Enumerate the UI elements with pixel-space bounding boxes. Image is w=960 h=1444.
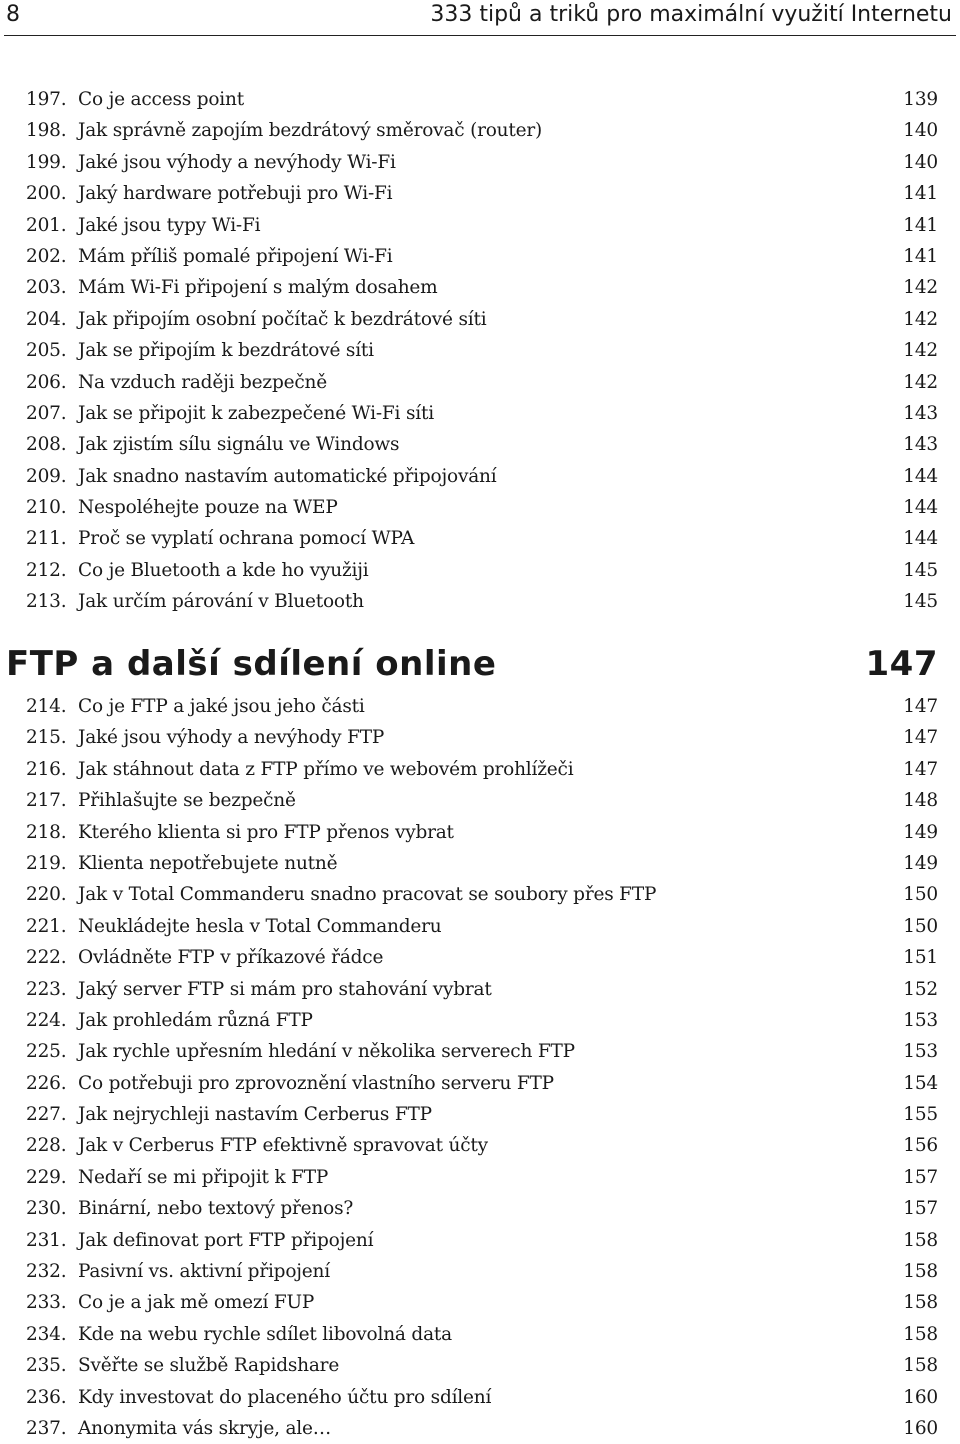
- entry-page: 150: [903, 915, 938, 937]
- entry-page: 141: [903, 183, 938, 205]
- entry-title: Jaký hardware potřebuji pro Wi-Fi: [78, 183, 393, 205]
- entry-number: 234.: [26, 1323, 67, 1345]
- toc-entry: [0, 942, 960, 973]
- entry-number: 223.: [26, 978, 67, 1000]
- entry-page: 153: [903, 1009, 938, 1031]
- entry-number: 221.: [26, 915, 67, 937]
- toc-list-wifi: [0, 84, 960, 618]
- entry-number: 213.: [26, 591, 67, 613]
- toc-entry: [0, 461, 960, 492]
- toc-entry: [0, 722, 960, 753]
- toc-entry: [0, 1130, 960, 1161]
- entry-number: 227.: [26, 1104, 67, 1126]
- entry-title: Jak rychle upřesním hledání v několika serverech FTP: [78, 1041, 575, 1063]
- entry-number: 214.: [26, 696, 67, 717]
- toc-entry: [0, 1256, 960, 1287]
- entry-page: 141: [903, 214, 938, 236]
- entry-number: 218.: [26, 821, 67, 843]
- toc-entry: [0, 555, 960, 586]
- entry-title: Mám příliš pomalé připojení Wi-Fi: [78, 245, 393, 267]
- entry-page: 144: [903, 497, 938, 519]
- entry-page: 157: [903, 1166, 938, 1188]
- entry-number: 200.: [26, 183, 67, 205]
- entry-number: 229.: [26, 1166, 67, 1188]
- entry-page: 140: [903, 120, 938, 142]
- toc-entry: [0, 1350, 960, 1381]
- toc-entry: [0, 84, 960, 115]
- entry-number: 216.: [26, 758, 67, 780]
- entry-page: 154: [903, 1072, 938, 1094]
- entry-page: 158: [903, 1323, 938, 1345]
- entry-number: 206.: [26, 371, 67, 393]
- entry-title: Jak určím párování v Bluetooth: [78, 591, 364, 613]
- entry-number: 198.: [26, 120, 67, 142]
- entry-title: Jak zjistím sílu signálu ve Windows: [78, 434, 400, 456]
- entry-page: 142: [903, 371, 938, 393]
- entry-page: 139: [903, 89, 938, 110]
- entry-title: Jaké jsou výhody a nevýhody Wi-Fi: [78, 151, 396, 173]
- toc-entry: [0, 785, 960, 816]
- entry-page: 156: [903, 1135, 938, 1157]
- entry-title: Neukládejte hesla v Total Commanderu: [78, 915, 442, 937]
- entry-number: 203.: [26, 277, 67, 299]
- entry-page: 143: [903, 402, 938, 424]
- entry-number: 201.: [26, 214, 67, 236]
- entry-page: 158: [903, 1355, 938, 1377]
- entry-number: 210.: [26, 497, 67, 519]
- toc-entry: [0, 1382, 960, 1413]
- toc-entry: [0, 1036, 960, 1067]
- header-rule: [4, 35, 956, 36]
- toc-entry: [0, 1068, 960, 1099]
- entry-page: 142: [903, 277, 938, 299]
- entry-number: 230.: [26, 1198, 67, 1220]
- entry-title: Jak připojím osobní počítač k bezdrátové síti: [78, 308, 487, 330]
- toc-entry: [0, 1413, 960, 1444]
- entry-page: 143: [903, 434, 938, 456]
- entry-title: Anonymita vás skryje, ale…: [78, 1417, 332, 1439]
- entry-title: Pasivní vs. aktivní připojení: [78, 1261, 330, 1283]
- entry-title: Jak v Cerberus FTP efektivně spravovat účty: [78, 1135, 488, 1157]
- toc-entry: [0, 210, 960, 241]
- entry-number: 202.: [26, 245, 67, 267]
- entry-page: 157: [903, 1198, 938, 1220]
- entry-title: Mám Wi-Fi připojení s malým dosahem: [78, 277, 438, 299]
- section-heading: [0, 640, 960, 688]
- entry-number: 219.: [26, 852, 67, 874]
- entry-number: 215.: [26, 727, 67, 749]
- toc-entry: [0, 1287, 960, 1318]
- entry-title: Jak definovat port FTP připojení: [78, 1229, 374, 1251]
- entry-page: 152: [903, 978, 938, 1000]
- entry-title: Kde na webu rychle sdílet libovolná data: [78, 1323, 452, 1345]
- entry-title: Co je access point: [78, 89, 244, 110]
- entry-page: 155: [903, 1104, 938, 1126]
- entry-title: Proč se vyplatí ochrana pomocí WPA: [78, 528, 415, 550]
- toc-entry: [0, 754, 960, 785]
- toc-entry: [0, 178, 960, 209]
- entry-title: Kdy investovat do placeného účtu pro sdílení: [78, 1386, 492, 1408]
- toc-entry: [0, 817, 960, 848]
- entry-number: 236.: [26, 1386, 67, 1408]
- entry-number: 199.: [26, 151, 67, 173]
- entry-number: 232.: [26, 1261, 67, 1283]
- entry-page: 147: [903, 758, 938, 780]
- toc-entry: [0, 1225, 960, 1256]
- entry-page: 158: [903, 1229, 938, 1251]
- entry-title: Ovládněte FTP v příkazové řádce: [78, 947, 384, 969]
- entry-title: Jaké jsou výhody a nevýhody FTP: [78, 727, 385, 749]
- entry-title: Kterého klienta si pro FTP přenos vybrat: [78, 821, 454, 843]
- entry-page: 151: [903, 947, 938, 969]
- section-page: 147: [865, 644, 938, 684]
- entry-page: 147: [903, 696, 938, 717]
- entry-title: Přihlašujte se bezpečně: [78, 790, 296, 812]
- entry-number: 207.: [26, 402, 67, 424]
- toc-entry: [0, 1005, 960, 1036]
- book-title: 333 tipů a triků pro maximální využití Internetu: [430, 2, 952, 27]
- entry-page: 147: [903, 727, 938, 749]
- toc-entry: [0, 492, 960, 523]
- entry-title: Jak se připojit k zabezpečené Wi-Fi síti: [78, 402, 434, 424]
- entry-page: 148: [903, 790, 938, 812]
- toc-entry: [0, 879, 960, 910]
- entry-number: 233.: [26, 1292, 67, 1314]
- entry-page: 160: [903, 1386, 938, 1408]
- entry-title: Svěřte se službě Rapidshare: [78, 1355, 340, 1377]
- toc-entry: [0, 429, 960, 460]
- entry-number: 204.: [26, 308, 67, 330]
- entry-page: 145: [903, 591, 938, 613]
- page-header: [0, 0, 960, 40]
- entry-page: 149: [903, 852, 938, 874]
- section-title: FTP a další sdílení online: [6, 644, 497, 684]
- entry-number: 237.: [26, 1417, 67, 1439]
- entry-page: 142: [903, 340, 938, 362]
- entry-title: Jak snadno nastavím automatické připojování: [78, 465, 497, 487]
- entry-number: 235.: [26, 1355, 67, 1377]
- toc-entry: [0, 974, 960, 1005]
- entry-page: 141: [903, 245, 938, 267]
- entry-title: Co je Bluetooth a kde ho využiji: [78, 559, 369, 581]
- entry-number: 197.: [26, 89, 67, 110]
- entry-title: Nespoléhejte pouze na WEP: [78, 497, 338, 519]
- toc-entry: [0, 691, 960, 722]
- toc-entry: [0, 272, 960, 303]
- entry-page: 142: [903, 308, 938, 330]
- toc-entry: [0, 1193, 960, 1224]
- entry-page: 158: [903, 1292, 938, 1314]
- entry-number: 222.: [26, 947, 67, 969]
- entry-title: Co je FTP a jaké jsou jeho části: [78, 696, 365, 717]
- toc-entry: [0, 241, 960, 272]
- entry-number: 228.: [26, 1135, 67, 1157]
- toc-entry: [0, 1162, 960, 1193]
- entry-title: Jak správně zapojím bezdrátový směrovač (router): [78, 120, 543, 142]
- entry-number: 212.: [26, 559, 67, 581]
- entry-page: 144: [903, 528, 938, 550]
- entry-number: 211.: [26, 528, 67, 550]
- entry-title: Jaký server FTP si mám pro stahování vybrat: [78, 978, 492, 1000]
- entry-page: 150: [903, 884, 938, 906]
- entry-page: 149: [903, 821, 938, 843]
- toc-entry: [0, 367, 960, 398]
- entry-title: Jak stáhnout data z FTP přímo ve webovém prohlížeči: [78, 758, 574, 780]
- entry-title: Na vzduch raději bezpečně: [78, 371, 327, 393]
- entry-title: Nedaří se mi připojit k FTP: [78, 1166, 329, 1188]
- toc-entry: [0, 1099, 960, 1130]
- entry-number: 205.: [26, 340, 67, 362]
- entry-page: 140: [903, 151, 938, 173]
- toc-entry: [0, 848, 960, 879]
- entry-page: 158: [903, 1261, 938, 1283]
- entry-number: 231.: [26, 1229, 67, 1251]
- toc-entry: [0, 115, 960, 146]
- toc-entry: [0, 911, 960, 942]
- toc-entry: [0, 1319, 960, 1350]
- toc-entry: [0, 147, 960, 178]
- toc-entry: [0, 586, 960, 617]
- entry-page: 160: [903, 1417, 938, 1439]
- entry-title: Jaké jsou typy Wi-Fi: [78, 214, 261, 236]
- entry-number: 209.: [26, 465, 67, 487]
- entry-number: 224.: [26, 1009, 67, 1031]
- entry-title: Binární, nebo textový přenos?: [78, 1198, 354, 1220]
- toc-entry: [0, 304, 960, 335]
- toc-list-ftp: [0, 691, 960, 1444]
- toc-entry: [0, 335, 960, 366]
- entry-title: Co potřebuji pro zprovoznění vlastního serveru FTP: [78, 1072, 554, 1094]
- toc-entry: [0, 523, 960, 554]
- entry-title: Jak prohledám různá FTP: [78, 1009, 313, 1031]
- entry-page: 145: [903, 559, 938, 581]
- entry-page: 144: [903, 465, 938, 487]
- entry-title: Klienta nepotřebujete nutně: [78, 852, 338, 874]
- toc-entry: [0, 398, 960, 429]
- entry-number: 217.: [26, 790, 67, 812]
- entry-title: Jak nejrychleji nastavím Cerberus FTP: [78, 1104, 432, 1126]
- entry-title: Co je a jak mě omezí FUP: [78, 1292, 315, 1314]
- entry-number: 208.: [26, 434, 67, 456]
- entry-number: 225.: [26, 1041, 67, 1063]
- page-number: 8: [6, 2, 20, 27]
- entry-number: 226.: [26, 1072, 67, 1094]
- entry-title: Jak v Total Commanderu snadno pracovat se soubory přes FTP: [78, 884, 657, 906]
- entry-page: 153: [903, 1041, 938, 1063]
- entry-number: 220.: [26, 884, 67, 906]
- entry-title: Jak se připojím k bezdrátové síti: [78, 340, 374, 362]
